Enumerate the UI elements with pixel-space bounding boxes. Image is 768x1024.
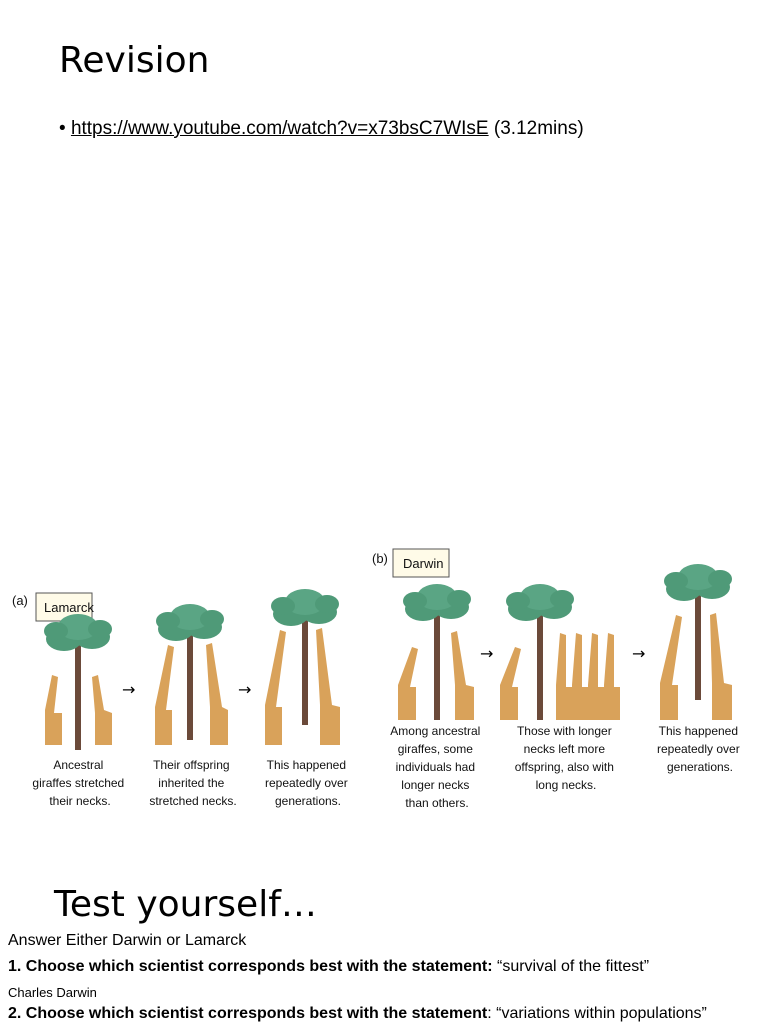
- lamarck-caption-2: Their offspring inherited the stretched necks.: [149, 758, 237, 808]
- arrow-icon: →: [122, 680, 136, 699]
- question-1-prompt: 1. Choose which scientist corresponds best with the statement:: [8, 958, 493, 975]
- lamarck-scene-3: [265, 589, 340, 745]
- darwin-caption-1: Among ancestral giraffes, some individuals had longer necks than others.: [390, 724, 481, 810]
- lamarck-caption-3: This happened repeatedly over generations.: [264, 758, 348, 808]
- darwin-scene-3: [660, 564, 732, 720]
- question-1-quote: “survival of the fittest”: [492, 958, 650, 975]
- darwin-scene-2: [500, 584, 620, 720]
- panel-a-tag: (a): [12, 593, 28, 608]
- question-2-prompt: 2. Choose which scientist corresponds best with the statement: [8, 1005, 488, 1022]
- lamarck-caption-1: Ancestral giraffes stretched their necks.: [32, 758, 125, 808]
- link-duration: (3.12mins): [493, 118, 584, 139]
- answer-1: Charles Darwin: [8, 985, 97, 1000]
- darwin-scene-1: [398, 584, 474, 720]
- darwin-caption-2: Those with longer necks left more offspring, also with long necks.: [514, 724, 614, 792]
- darwin-label: Darwin: [403, 556, 444, 571]
- arrow-icon: →: [238, 680, 252, 699]
- giraffe-evolution-figure: [0, 535, 768, 835]
- bullet-dot: •: [59, 118, 66, 139]
- bullet-item: [59, 118, 584, 140]
- lamarck-scene-2: [155, 604, 228, 745]
- test-title: Test yourself…: [54, 884, 317, 925]
- question-2-quote: : “variations within populations”: [487, 1005, 707, 1022]
- arrow-icon: →: [480, 644, 494, 663]
- lamarck-scene-1: [44, 614, 112, 750]
- youtube-link[interactable]: https://www.youtube.com/watch?v=x73bsC7WIsE: [70, 118, 489, 139]
- panel-b-tag: (b): [372, 551, 388, 566]
- question-2: [8, 1005, 707, 1023]
- question-1: [8, 958, 649, 976]
- arrow-icon: →: [632, 644, 646, 663]
- darwin-caption-3: This happened repeatedly over generations.: [656, 724, 740, 774]
- instruction: Answer Either Darwin or Lamarck: [8, 932, 247, 949]
- lamarck-label: Lamarck: [44, 600, 94, 615]
- page-title: Revision: [59, 40, 210, 81]
